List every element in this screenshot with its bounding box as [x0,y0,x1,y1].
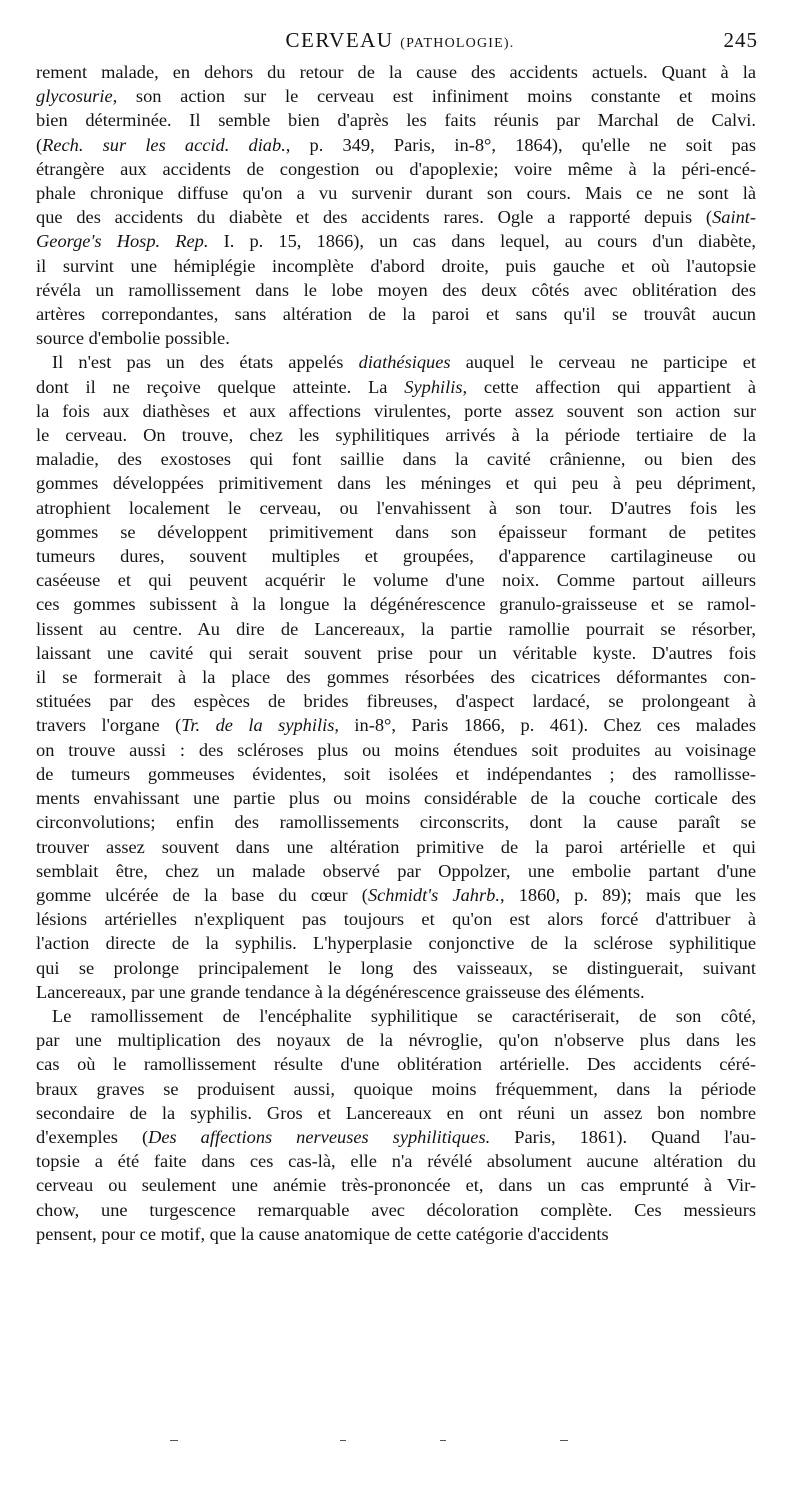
text-run: cas où le ramollissement résulte d'une oblitération artérielle. Des accidents céré- [36,1054,756,1075]
text-run: d'exemples ( [36,1126,149,1147]
text-line [36,375,756,399]
italic-text: diathésiques [358,352,451,373]
italic-text: glycosurie, [36,86,118,107]
text-line [36,738,756,762]
text-line [36,1052,756,1076]
text-line [36,931,756,955]
text-line [36,278,756,302]
text-line [36,133,756,157]
text-run: ments envahissant une partie plus ou moins considérable de la couche corticale des [36,788,756,809]
text-line [36,689,756,713]
page-number: 245 [723,28,758,52]
italic-text: Rech. sur les accid. diab. [42,134,286,155]
text-run: stituées par des espèces de brides fibreuses, d'aspect lardacé, se prolongeant à [36,691,756,712]
text-line [36,568,756,592]
scan-mark [560,1440,568,1441]
text-line [36,810,756,834]
text-run: travers l'organe ( [36,715,182,736]
running-title-main: CERVEAU [285,28,394,52]
text-line [36,84,756,108]
text-run: lissent au centre. Au dire de Lancereaux, la partie ramollie pourrait se résorber, [36,618,756,639]
text-run: rement malade, en dehors du retour de la cause des accidents actuels. Quant à la [36,62,756,82]
text-run: tumeurs dures, souvent multiples et groupées, d'apparence cartilagineuse ou [36,546,756,567]
text-run: révéla un ramollissement dans le lobe moyen des deux côtés avec oblitération des [36,279,756,300]
text-line [36,205,756,229]
text-line [36,592,756,616]
text-line [36,713,756,737]
text-line [36,617,756,641]
text-run: Paris, 1861). Quand l'au- [490,1126,756,1147]
text-run: que des accidents du diabète et des accidents rares. Ogle a rapporté depuis ( [36,207,713,228]
text-run: Lancereaux, par une grande tendance à la dégénérescence graisseuse des éléments. [36,981,645,1002]
text-run: ces gommes subissent à la longue la dégénérescence granulo-graisseuse et se ramol- [36,594,756,615]
text-line [36,1028,756,1052]
body-text [36,60,756,1246]
text-line [36,980,756,1004]
text-run: in-8°, Paris 1866, p. 461). Chez ces malades [338,715,756,736]
text-line [36,302,756,326]
text-line [36,1077,756,1101]
text-line [36,762,756,786]
paragraph [36,60,756,350]
text-run: il se formerait à la place des gommes résorbées des cicatrices déformantes con- [36,667,756,688]
text-run: cerveau ou seulement une anémie très-prononcée et, dans un cas emprunté à Vir- [36,1175,756,1196]
text-line [36,907,756,931]
text-line [36,1198,756,1222]
text-line [36,496,756,520]
italic-text: Saint- [712,207,756,228]
text-run: le cerveau. On trouve, chez les syphilitiques arrivés à la période tertiaire de la [36,425,756,446]
text-run: artères correpondantes, sans altération de la paroi et sans qu'il se trouvât aucun [36,304,756,325]
italic-text: George's Hosp. Rep. [36,231,209,252]
text-line [36,108,756,132]
text-line [36,1173,756,1197]
text-run: auquel le cerveau ne participe et [450,352,757,373]
italic-text: Des affections nerveuses syphilitiques. [148,1126,491,1147]
text-run: circonvolutions; enfin des ramollissements circonscrits, dont la cause paraît se [36,812,756,833]
italic-text: Tr. de la syphilis, [181,715,339,736]
text-run: secondaire de la syphilis. Gros et Lancereaux en ont réuni un assez bon nombre [36,1102,756,1123]
text-line [36,399,756,423]
text-run: de tumeurs gommeuses évidentes, soit isolées et indépendantes ; des ramollisse- [36,763,756,784]
text-line [36,471,756,495]
paragraph [36,350,756,1003]
text-line [36,60,756,84]
text-run: laissant une cavité qui serait souvent prise pour un véritable kyste. D'autres fois [36,642,756,663]
scan-mark [170,1440,178,1441]
text-line [36,883,756,907]
text-run: source d'embolie possible. [36,328,230,349]
text-run: I. p. 15, 1866), un cas dans lequel, au cours d'un diabète, [208,231,756,252]
running-head [30,28,770,58]
text-line [36,835,756,859]
scan-artifacts [140,1440,600,1446]
text-run: trouver assez souvent dans une altération primitive de la paroi artérielle et qui [36,836,756,857]
text-line [36,254,756,278]
text-run: son action sur le cerveau est infiniment moins constante et moins [117,86,756,107]
text-line [36,859,756,883]
scan-mark [340,1440,346,1441]
text-run: la fois aux diathèses et aux affections virulentes, porte assez souvent son action sur [36,400,756,421]
text-line [36,423,756,447]
text-run: , 1860, p. 89); mais que les [499,884,756,905]
text-run: gommes se développent primitivement dans son épaisseur formant de petites [36,521,756,542]
text-line [36,520,756,544]
text-line [36,1125,756,1149]
italic-text: Schmidt's Jahrb. [367,884,500,905]
text-line [36,1101,756,1125]
italic-text: Syphilis, [404,376,468,397]
text-line [36,786,756,810]
text-run: ( [36,134,43,155]
text-run: gommes développées primitivement dans les méninges et qui peu à peu dépriment, [36,473,756,494]
text-line [36,641,756,665]
text-run: semblait être, chez un malade observé par Oppolzer, une embolie partant d'une [36,860,756,881]
text-line [36,157,756,181]
text-run: Il n'est pas un des états appelés [52,352,359,373]
text-run: atrophient localement le cerveau, ou l'envahissent à son tour. D'autres fois les [36,497,756,518]
text-line [36,350,756,374]
text-line [36,665,756,689]
paragraph [36,1004,756,1246]
text-run: topsie a été faite dans ces cas-là, elle n'a révélé absolument aucune altération du [36,1151,756,1172]
text-run: étrangère aux accidents de congestion ou d'apoplexie; voire même à la péri-encé- [36,158,756,179]
text-run: lésions artérielles n'expliquent pas toujours et qu'on est alors forcé d'attribuer à [36,909,756,930]
running-title [30,28,770,53]
text-line [36,181,756,205]
text-run: gomme ulcérée de la base du cœur ( [36,884,368,905]
text-run: l'action directe de la syphilis. L'hyperplasie conjonctive de la sclérose syphilitique [36,933,756,954]
scan-mark [440,1440,446,1441]
text-run: , p. 349, Paris, in-8°, 1864), qu'elle ne soit pas [285,134,756,155]
text-run: par une multiplication des noyaux de la névroglie, qu'on n'observe plus dans les [36,1030,756,1051]
text-run: pensent, pour ce motif, que la cause anatomique de cette catégorie d'accidents [36,1223,609,1244]
text-line [36,1149,756,1173]
text-line [36,1004,756,1028]
text-line [36,229,756,253]
text-run: dont il ne reçoive quelque atteinte. La [36,376,405,397]
text-line [36,544,756,568]
text-line [36,1222,756,1246]
text-run: qui se prolonge principalement le long des vaisseaux, se distinguerait, suivant [36,957,756,978]
text-run: phale chronique diffuse qu'on a vu survenir durant son cours. Mais ce ne sont là [36,183,756,204]
text-run: cette affection qui appartient à [467,376,756,397]
running-title-subtitle: (PATHOLOGIE). [400,36,515,51]
text-line [36,956,756,980]
text-run: on trouve aussi : des scléroses plus ou moins étendues soit produites au voisinage [36,739,756,760]
text-run: caséeuse et qui peuvent acquérir le volume d'une noix. Comme partout ailleurs [36,570,756,591]
text-line [36,326,756,350]
text-run: maladie, des exostoses qui font saillie dans la cavité crânienne, ou bien des [36,449,756,470]
text-run: braux graves se produisent aussi, quoique moins fréquemment, dans la période [36,1078,756,1099]
text-line [36,447,756,471]
text-run: Le ramollissement de l'encéphalite syphilitique se caractériserait, de son côté, [52,1005,756,1026]
text-run: chow, une turgescence remarquable avec décoloration complète. Ces messieurs [36,1199,756,1220]
text-run: il survint une hémiplégie incomplète d'abord droite, puis gauche et où l'autopsie [36,255,756,276]
text-run: bien déterminée. Il semble bien d'après les faits réunis par Marchal de Calvi. [36,110,756,131]
